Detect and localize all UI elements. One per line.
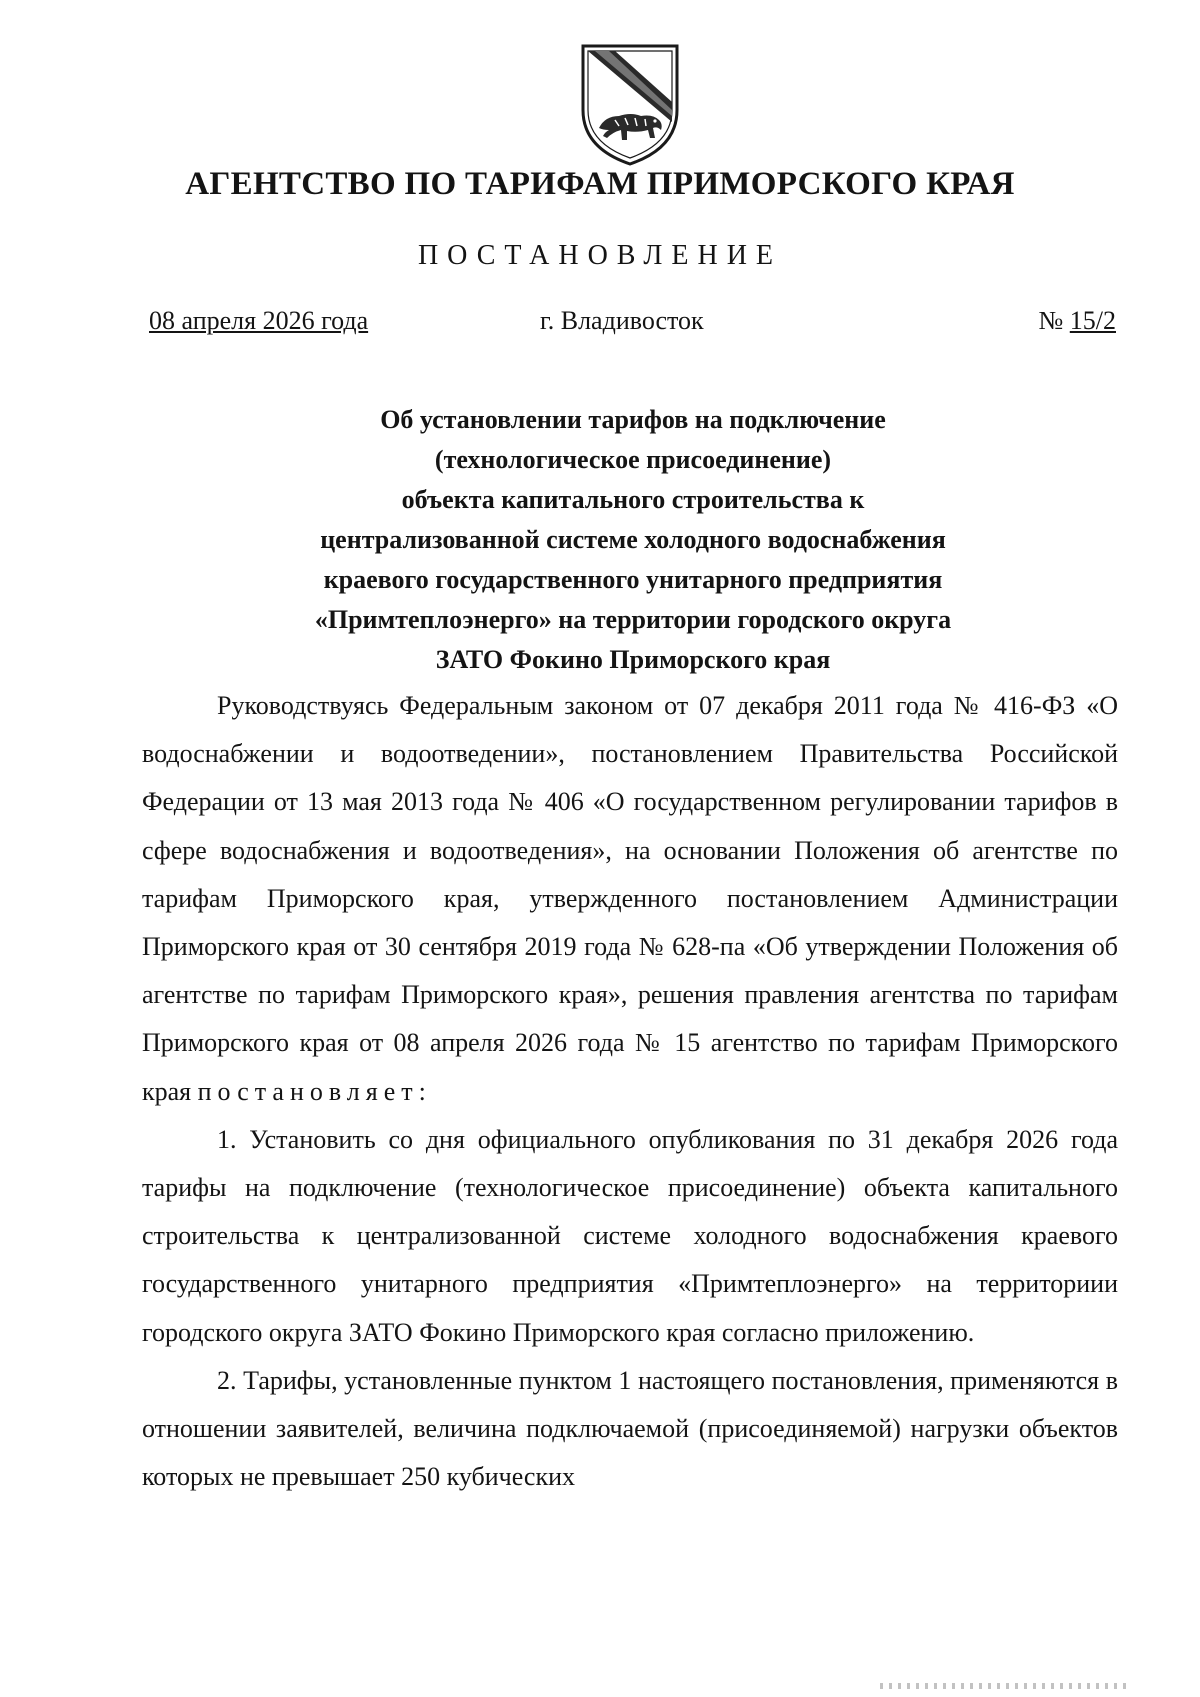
title-line: краевого государственного унитарного предприятия [323, 565, 943, 594]
title-line: централизованной системе холодного водоснабжения [320, 525, 946, 554]
document-date: 08 апреля 2026 года [149, 306, 369, 335]
item-2-paragraph: 2. Тарифы, установленные пунктом 1 настоящего постановления, применяются в отношении заявителей, величина подключаемой (присоединяемой) нагрузки объектов которых не превышает 250 кубических [142, 1365, 1118, 1492]
number-sign: № [1038, 306, 1064, 335]
preamble-paragraph [142, 682, 1118, 1116]
title-line: ЗАТО Фокино Приморского края [435, 645, 831, 674]
title-line: (технологическое присоединение) [434, 445, 832, 474]
agency-name: АГЕНТСТВО ПО ТАРИФАМ ПРИМОРСКОГО КРАЯ [185, 166, 1015, 202]
document-number [1038, 304, 1116, 338]
document-body [142, 682, 1118, 1501]
title-line: Об установлении тарифов на подключение [380, 405, 886, 434]
title-line: «Примтеплоэнерго» на территории городского округа [314, 605, 952, 634]
document-title [150, 400, 1116, 680]
item-1-paragraph: 1. Установить со дня официального опубликования по 31 декабря 2026 года тарифы на подключение (технологическое присоединение) объекта капитального строительства к централизованной системе холодного водоснабжения краевого государственного унитарного предприятия «Примтеплоэнерго» на территориии городского округа ЗАТО Фокино Приморского края согласно приложению. [142, 1124, 1118, 1347]
preamble-verb: постановляет: [197, 1076, 432, 1106]
title-line: объекта капитального строительства к [401, 485, 865, 514]
preamble-text: Руководствуясь Федеральным законом от 07 декабря 2011 года № 416-ФЗ «О водоснабжении и водоотведении», постановлением Правительства Российской Федерации от 13 мая 2013 года № 406 «О государственном регулировании тарифов в сфере водоснабжения и водоотведения», на основании Положения об агентстве по тарифам Приморского края, утвержденного постановлением Администрации Приморского края от 30 сентября 2019 года № 628-па «Об утверждении Положения об агентстве по тарифам Приморского края», решения правления агентства по тарифам Приморского края от 08 апреля 2026 года № 15 агентство по тарифам Приморского края [142, 691, 1118, 1106]
document-type: ПОСТАНОВЛЕНИЕ [417, 240, 783, 271]
scan-artifact-marks [880, 1683, 1130, 1689]
primorsky-krai-coat-of-arms-icon [575, 40, 685, 170]
number-value: 15/2 [1069, 306, 1116, 335]
document-city: г. Владивосток [540, 306, 704, 335]
